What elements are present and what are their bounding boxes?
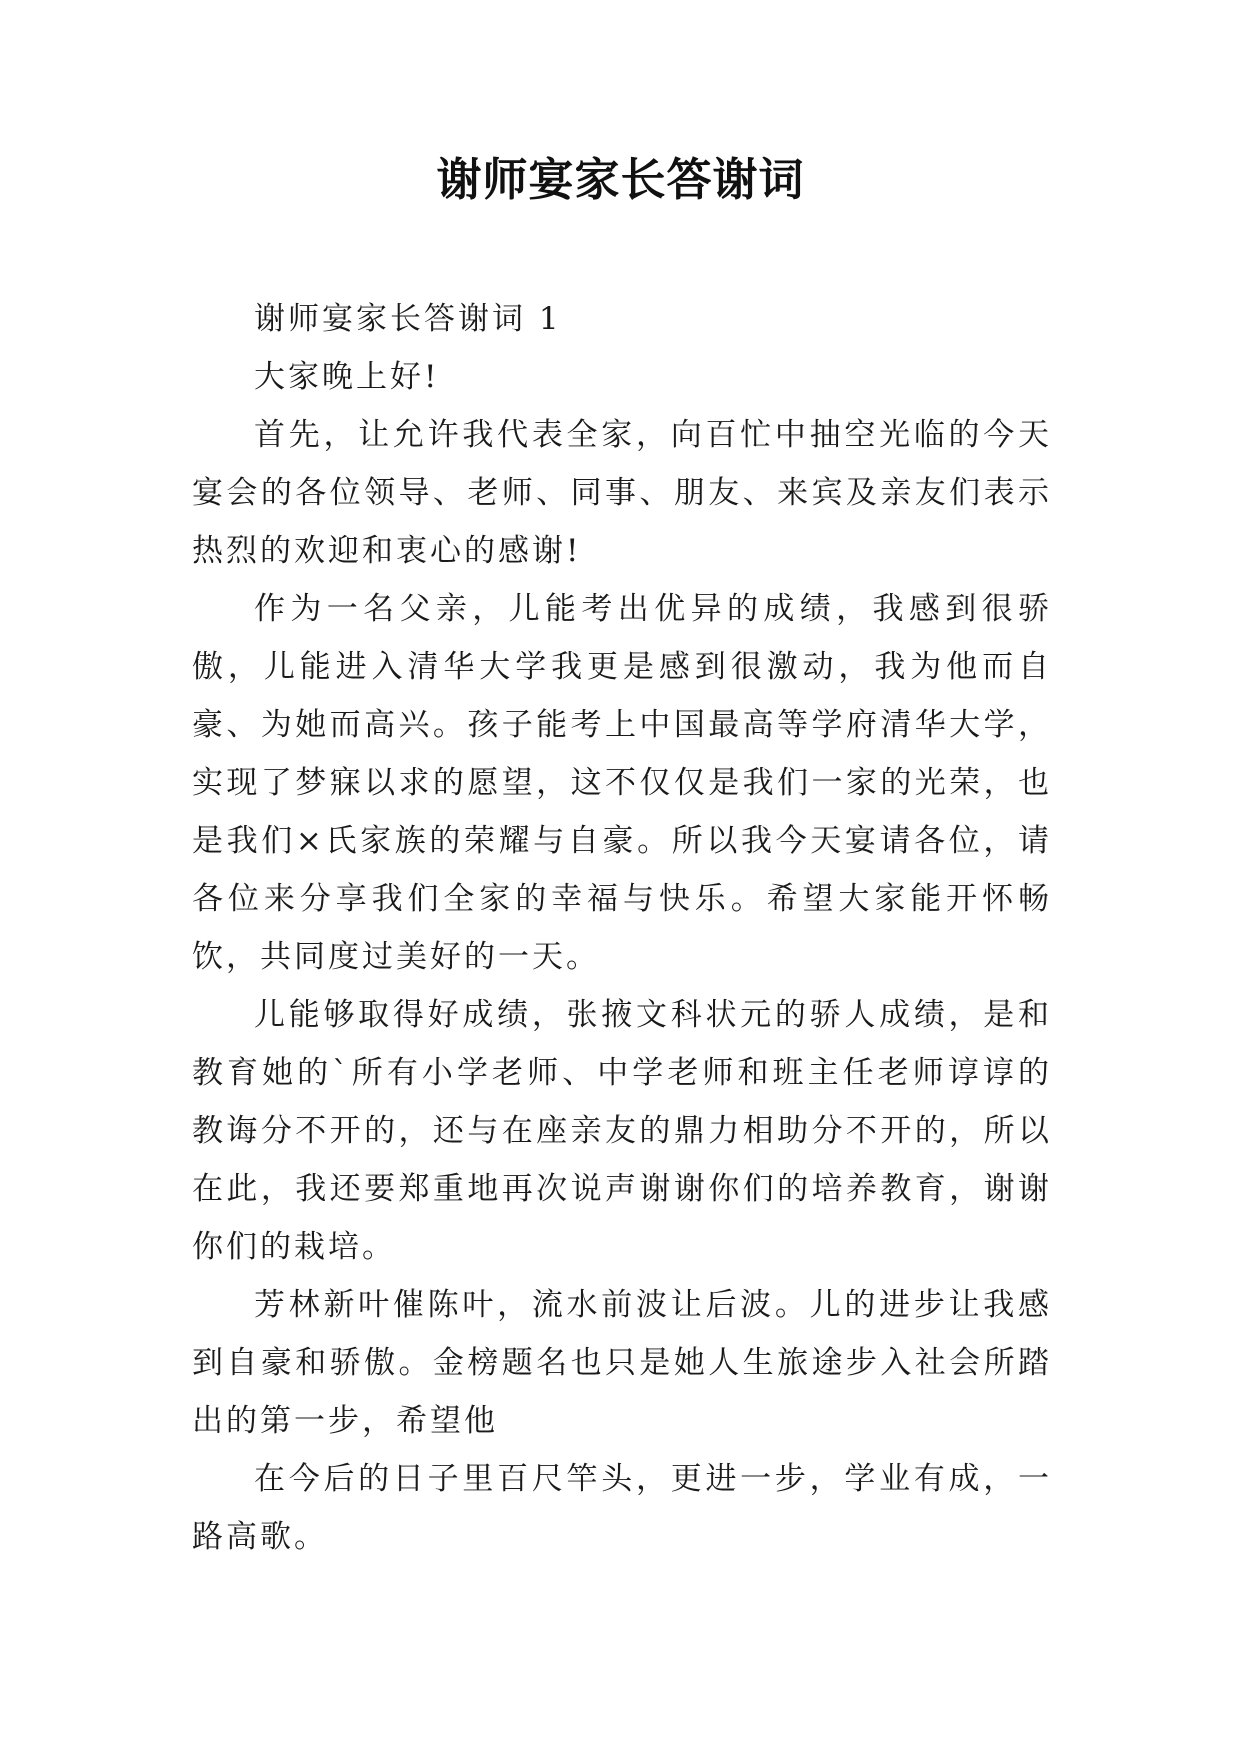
section-heading: 谢师宴家长答谢词 1 bbox=[254, 301, 562, 337]
closing-paragraph: 在今后的日子里百尺竿头，更进一步，学业有成，一路高歌。 bbox=[192, 1461, 1052, 1555]
document-title: 谢师宴家长答谢词 bbox=[436, 153, 805, 206]
welcome-paragraph: 首先，让允许我代表全家，向百忙中抽空光临的今天宴会的各位领导、老师、同事、朋友、来宾及亲友们表示热烈的欢迎和衷心的感谢! bbox=[192, 417, 1052, 569]
thanks-teachers-paragraph: 儿能够取得好成绩，张掖文科状元的骄人成绩，是和教育她的`所有小学老师、中学老师和班主任老师谆谆的教诲分不开的，还与在座亲友的鼎力相助分不开的，所以在此，我还要郑重地再次说声谢谢你们的培养教育，谢谢你们的栽培。 bbox=[192, 997, 1052, 1265]
progress-paragraph: 芳林新叶催陈叶，流水前波让后波。儿的进步让我感到自豪和骄傲。金榜题名也只是她人生旅途步入社会所踏出的第一步，希望他 bbox=[192, 1287, 1052, 1439]
document-body bbox=[192, 290, 1052, 1566]
pride-paragraph: 作为一名父亲，儿能考出优异的成绩，我感到很骄傲，儿能进入清华大学我更是感到很激动，我为他而自豪、为她而高兴。孩子能考上中国最高等学府清华大学，实现了梦寐以求的愿望，这不仅仅是我们一家的光荣，也是我们×氏家族的荣耀与自豪。所以我今天宴请各位，请各位来分享我们全家的幸福与快乐。希望大家能开怀畅饮，共同度过美好的一天。 bbox=[192, 591, 1052, 975]
greeting-paragraph: 大家晚上好! bbox=[254, 359, 440, 395]
